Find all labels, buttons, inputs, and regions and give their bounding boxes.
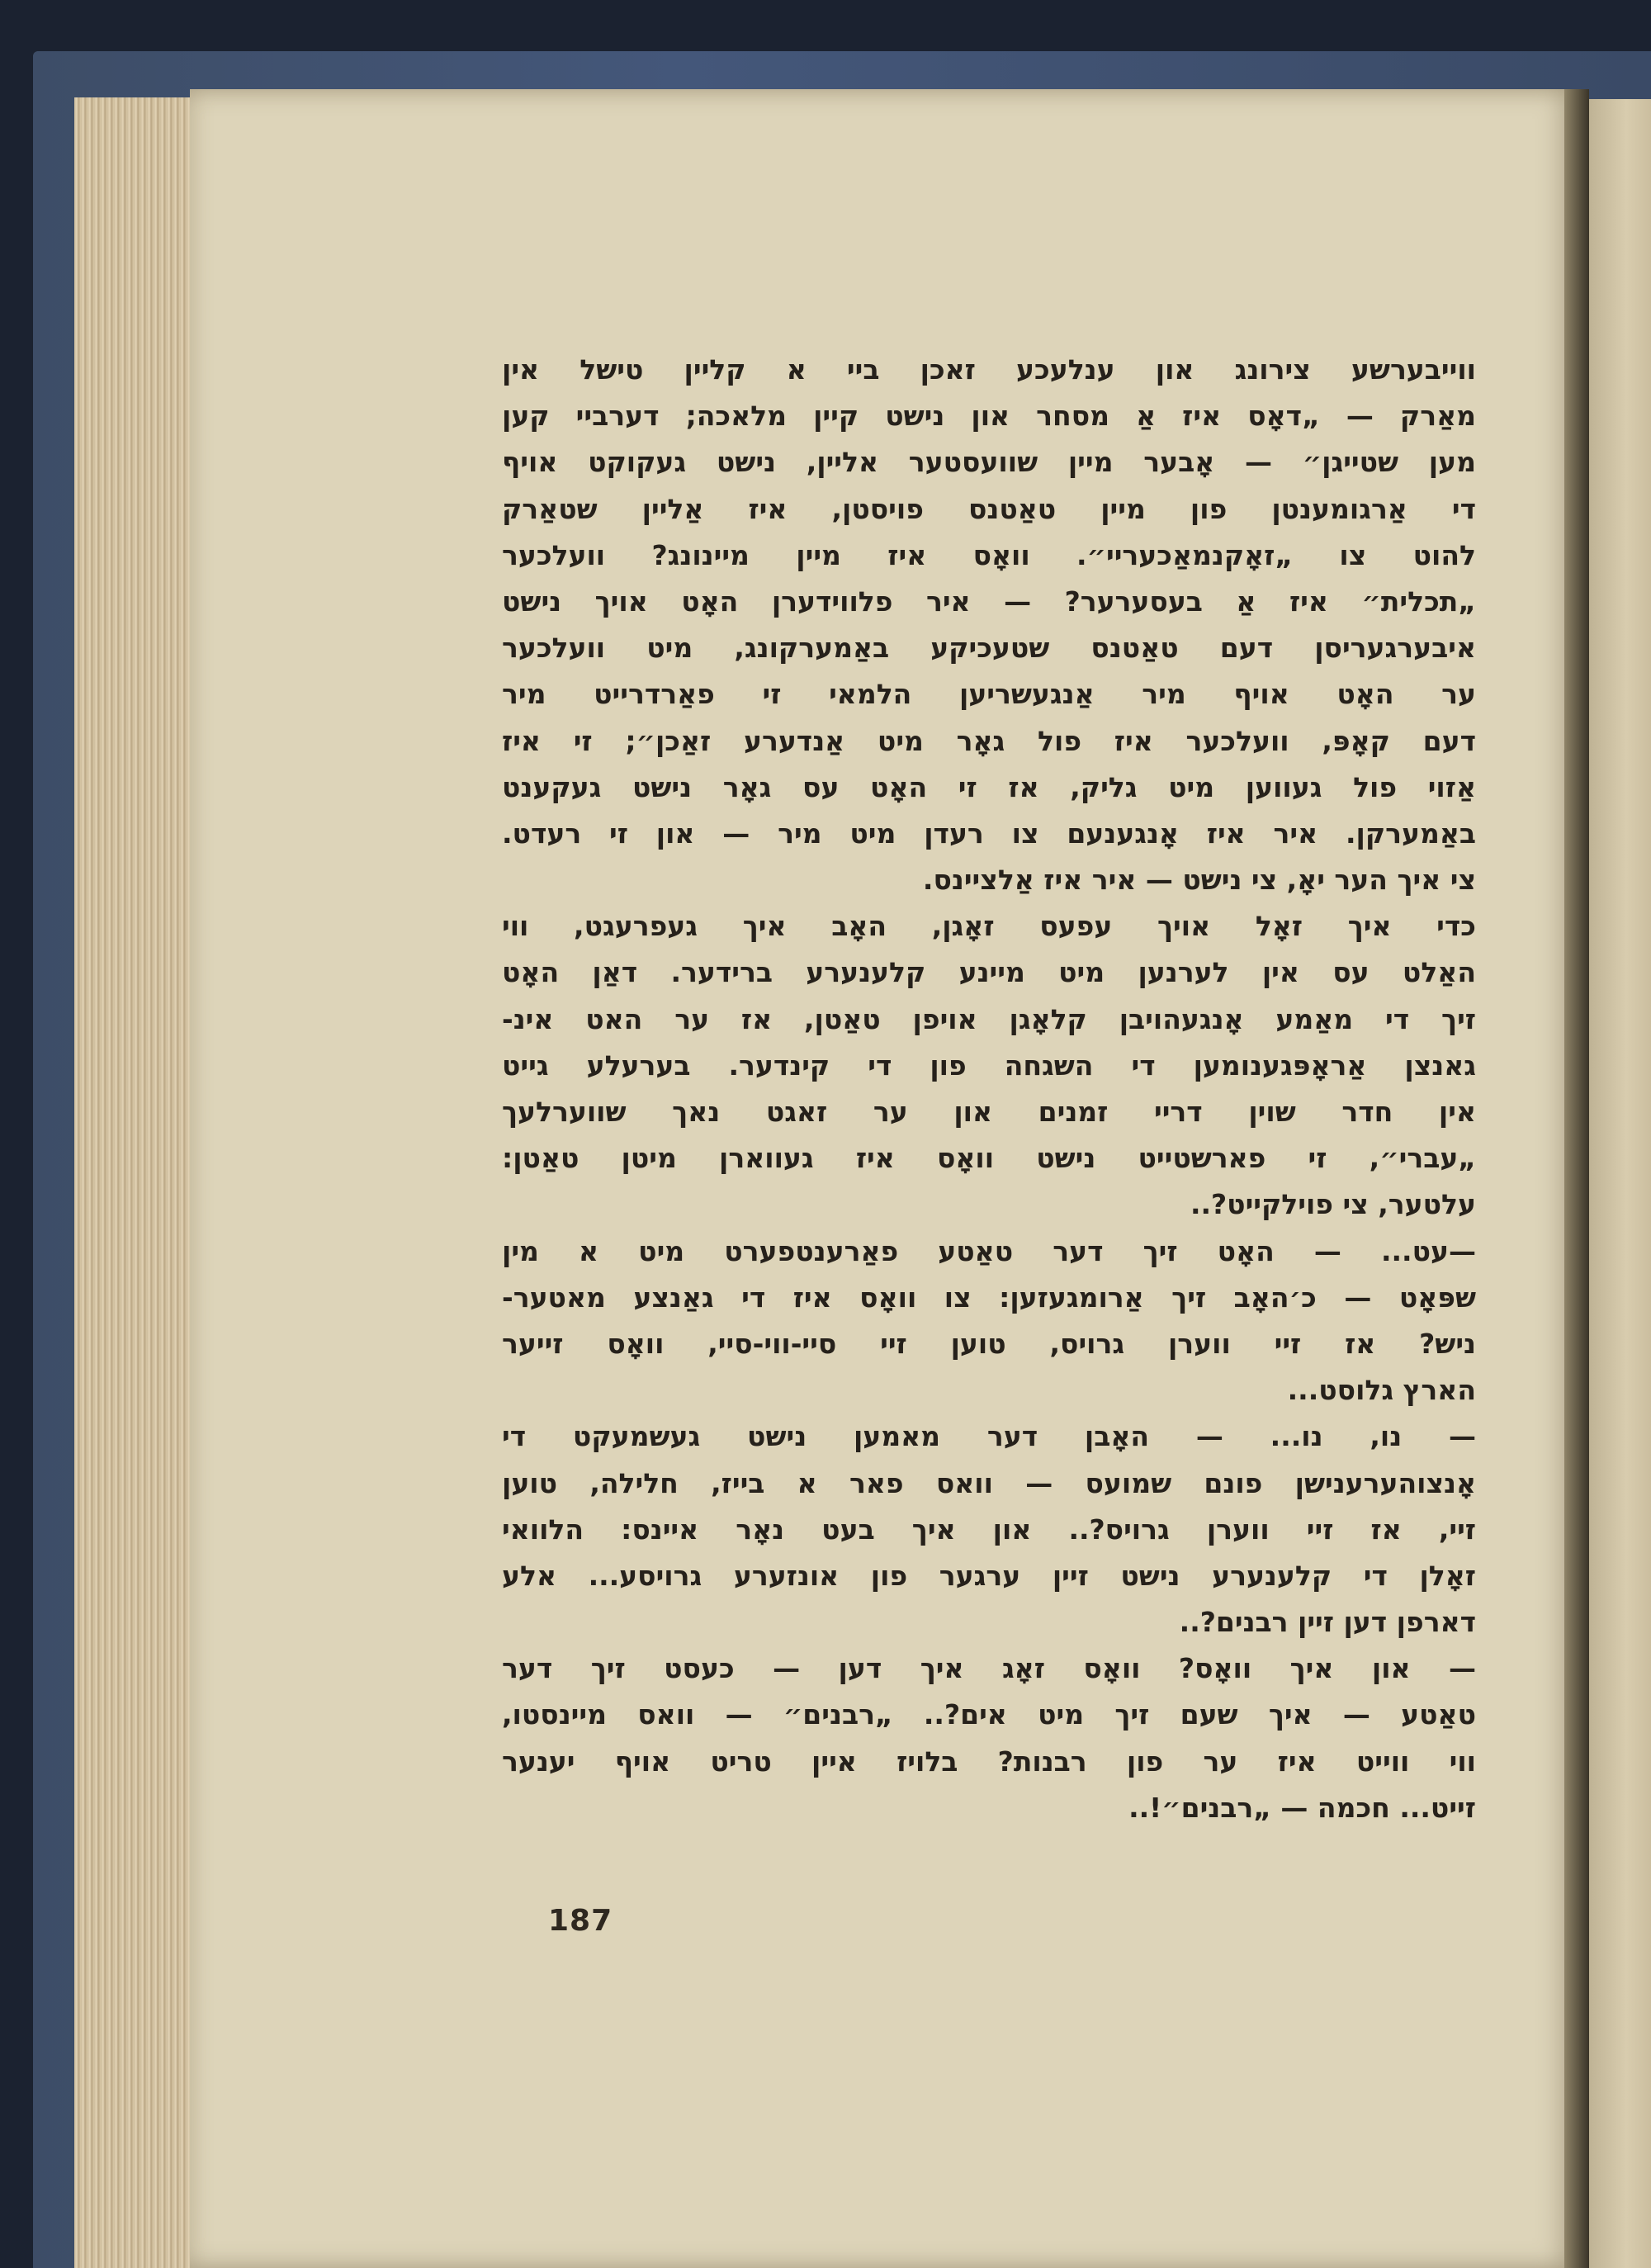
facing-page: [1589, 99, 1651, 2268]
text-line: זיי, אז זיי ווערן גרויס?.. און איך בעט נאָר איינס: הלוואי: [502, 1513, 1476, 1546]
text-line: איבערגעריסן דעם טאַטנס שטעכיקע באַמערקונג, מיט וועלכער: [502, 632, 1476, 665]
text-line: זאָלן די קלענערע נישט זיין ערגער פון אונזערע גרויסע... אלע: [502, 1559, 1476, 1592]
text-line: די אַרגומענטן פון מיין טאַטנס פויסטן, איז אַליין שטאַרק: [502, 492, 1476, 525]
text-line: להוט צו „זאָקנמאַכעריי״. וואָס איז מיין מיינונג? וועלכער: [502, 538, 1476, 571]
page-text: [502, 347, 1476, 1831]
text-line: באַמערקן. איר איז אָנגענעם צו רעדן מיט מיר — און זי רעדט.: [502, 817, 1476, 850]
text-line: ער האָט אויף מיר אַנגעשריען הלמאי זי פאַרדרייט מיר: [502, 678, 1476, 711]
text-line: —עט... — האָט זיך דער טאַטע פאַרענטפערט מיט א מין: [502, 1234, 1476, 1267]
text-line: ווי ווייט איז ער פון רבנות? בלויז איין טריט אויף יענער: [502, 1745, 1476, 1778]
text-line: הארץ גלוסט...: [1287, 1374, 1476, 1407]
text-line: זיך די מאַמע אָנגעהויבן קלאָגן אויפן טאַטן, אז ער האט אינ-: [502, 1002, 1476, 1035]
text-line: אַזוי פול געווען מיט גליק, אז זי האָט עס גאָר נישט געקענט: [502, 770, 1476, 803]
text-line: מאַרק — „דאָס איז אַ מסחר און נישט קיין מלאכה; דערביי קען: [502, 400, 1476, 433]
text-line: כדי איך זאָל אויך עפעס זאָגן, האָב איך געפרעגט, ווי: [502, 910, 1476, 943]
text-line: מען שטייגן״ — אָבער מיין שוועסטער אליין, נישט געקוקט אויף: [502, 446, 1476, 479]
text-line: ווייבערשע צירונג און ענלעכע זאכן ביי א קליין טישל אין: [502, 353, 1476, 386]
text-line: עלטער, צי פוילקייט?..: [1190, 1188, 1476, 1221]
text-line: שפּאָט — כ׳האָב זיך אַרומגעזען: צו וואָס איז די גאַנצע מאטער-: [502, 1281, 1476, 1314]
text-line: צי איך הער יאָ, צי נישט — איר איז אַלציינס.: [922, 864, 1476, 897]
text-line: זייט... חכמה — „רבנים״!..: [1128, 1791, 1476, 1824]
text-line: אָנצוהערענישן פונם שמועס — וואס פאר א בייז, חלילה, טוען: [502, 1466, 1476, 1499]
page-block-edge: [74, 97, 198, 2268]
text-line: גאנצן אַראָפּגענומען די השגחה פון די קינדער. בערעלע גייט: [502, 1049, 1476, 1082]
page-number: 187: [548, 1904, 613, 1938]
text-line: „תכלית״ איז אַ בעסערער? — איר פלווידערן האָט אויך נישט: [502, 585, 1476, 618]
text-line: — און איך וואָס? וואָס זאָג איך דען — כעסט זיך דער: [502, 1652, 1476, 1685]
page-gutter-shadow: [1564, 89, 1589, 2268]
text-line: דארפן דען זיין רבנים?..: [1179, 1606, 1476, 1639]
text-line: ניש? אז זיי ווערן גרויס, טוען זיי סיי-ווי-סיי, וואָס זייער: [502, 1327, 1476, 1360]
text-line: טאַטע — איך שעם זיך מיט אים?.. „רבנים״ — וואס מיינסטו,: [502, 1698, 1476, 1731]
text-line: אין חדר שוין דריי זמנים און ער זאגט נאך שווערלעך: [502, 1096, 1476, 1128]
text-line: „עברי״, זי פארשטייט נישט וואָס איז געווארן מיטן טאַטן:: [502, 1142, 1476, 1175]
text-line: האַלט עס אין לערנען מיט מיינע קלענערע ברידער. דאַן האָט: [502, 956, 1476, 989]
text-line: דעם קאָפּ, וועלכער איז פול גאָר מיט אַנדערע זאַכן״; זי איז: [502, 724, 1476, 757]
text-line: — נו, נו... — האָבן דער מאמען נישט געשמעקט די: [502, 1420, 1476, 1453]
